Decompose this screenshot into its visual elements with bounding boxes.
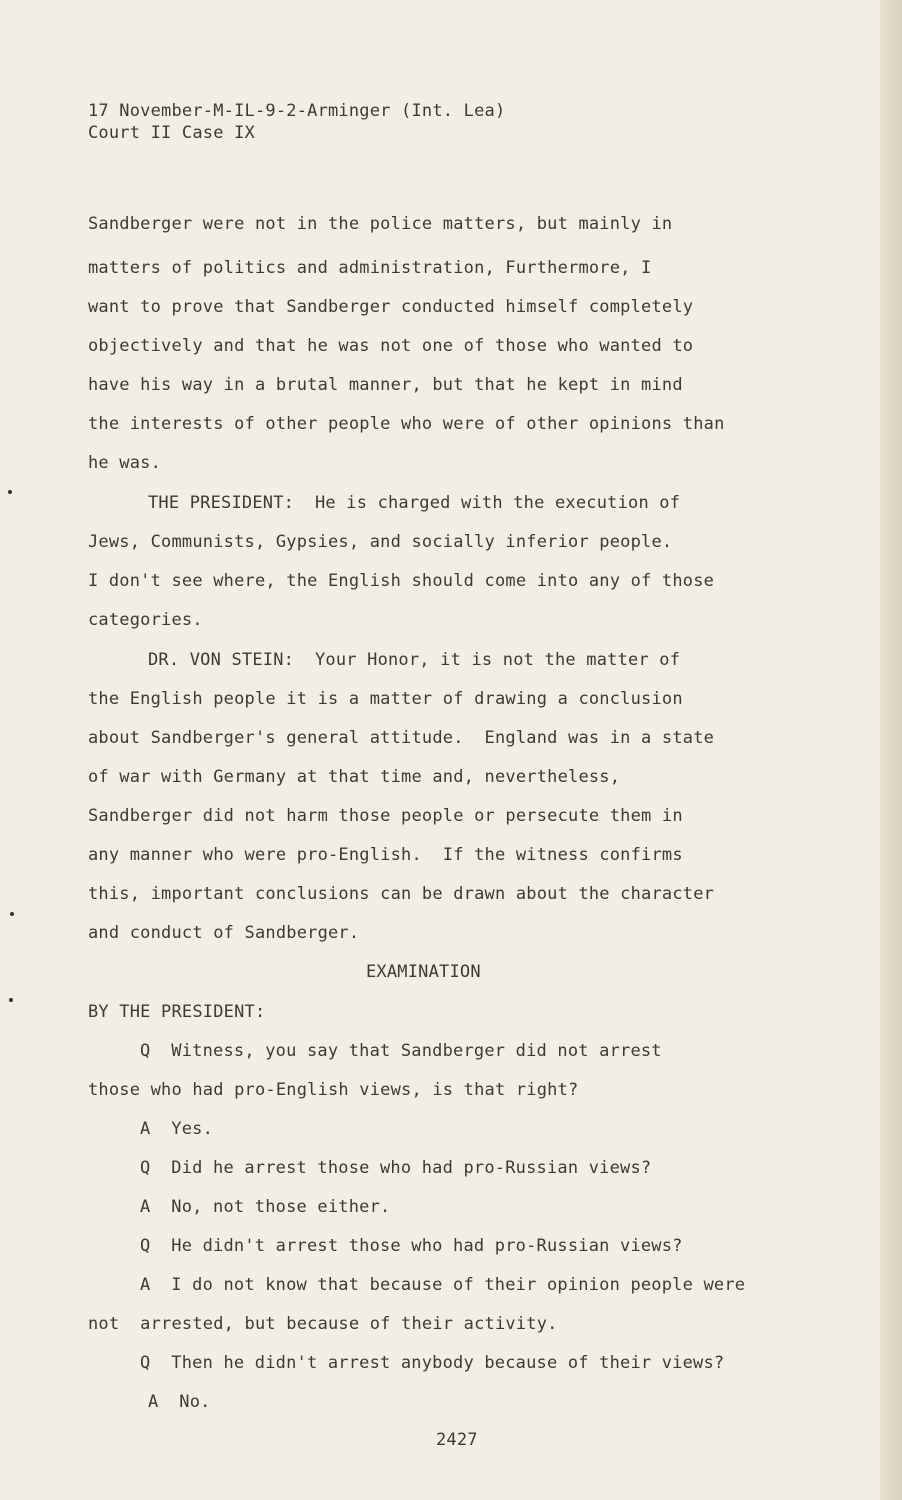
margin-mark	[10, 912, 14, 916]
body-line: he was.	[88, 453, 162, 473]
answer-line: A No.	[148, 1392, 211, 1412]
body-line: objectively and that he was not one of those who wanted to	[88, 336, 694, 356]
body-line: any manner who were pro-English. If the witness confirms	[88, 845, 683, 865]
page-edge	[880, 0, 902, 1500]
body-line: those who had pro-English views, is that right?	[88, 1080, 579, 1100]
question-line: Q Witness, you say that Sandberger did not arrest	[140, 1041, 662, 1061]
margin-mark	[8, 490, 12, 494]
answer-line: A Yes.	[140, 1119, 214, 1139]
header-line-2: Court II Case IX	[88, 123, 255, 143]
body-line: want to prove that Sandberger conducted himself completely	[88, 297, 694, 317]
answer-line: A I do not know that because of their opinion people were	[140, 1275, 746, 1295]
question-line: Q Did he arrest those who had pro-Russian views?	[140, 1158, 652, 1178]
body-line: the interests of other people who were of other opinions than	[88, 414, 725, 434]
header-line-1: 17 November-M-IL-9-2-Arminger (Int. Lea)	[88, 101, 506, 121]
body-line: I don't see where, the English should come into any of those	[88, 571, 715, 591]
question-line: Q He didn't arrest those who had pro-Russian views?	[140, 1236, 683, 1256]
speaker-line-president: THE PRESIDENT: He is charged with the execution of	[148, 493, 681, 513]
speaker-line-von-stein: DR. VON STEIN: Your Honor, it is not the matter of	[148, 650, 681, 670]
body-line: the English people it is a matter of drawing a conclusion	[88, 689, 683, 709]
margin-mark	[9, 998, 13, 1002]
body-line: about Sandberger's general attitude. England was in a state	[88, 728, 715, 748]
section-heading-examination: EXAMINATION	[366, 962, 481, 982]
body-line: and conduct of Sandberger.	[88, 923, 360, 943]
body-line: have his way in a brutal manner, but that he kept in mind	[88, 375, 683, 395]
body-line: Jews, Communists, Gypsies, and socially inferior people.	[88, 532, 673, 552]
body-line: Sandberger did not harm those people or persecute them in	[88, 806, 683, 826]
body-line: this, important conclusions can be drawn about the character	[88, 884, 715, 904]
page-header	[88, 100, 505, 144]
body-line: categories.	[88, 610, 203, 630]
question-line: Q Then he didn't arrest anybody because of their views?	[140, 1353, 725, 1373]
examiner-heading: BY THE PRESIDENT:	[88, 1002, 266, 1022]
body-line: Sandberger were not in the police matters, but mainly in	[88, 214, 673, 234]
body-line: of war with Germany at that time and, nevertheless,	[88, 767, 621, 787]
answer-line: A No, not those either.	[140, 1197, 391, 1217]
body-line: not arrested, but because of their activity.	[88, 1314, 558, 1334]
body-line: matters of politics and administration, Furthermore, I	[88, 258, 652, 278]
page-number: 2427	[436, 1430, 478, 1450]
